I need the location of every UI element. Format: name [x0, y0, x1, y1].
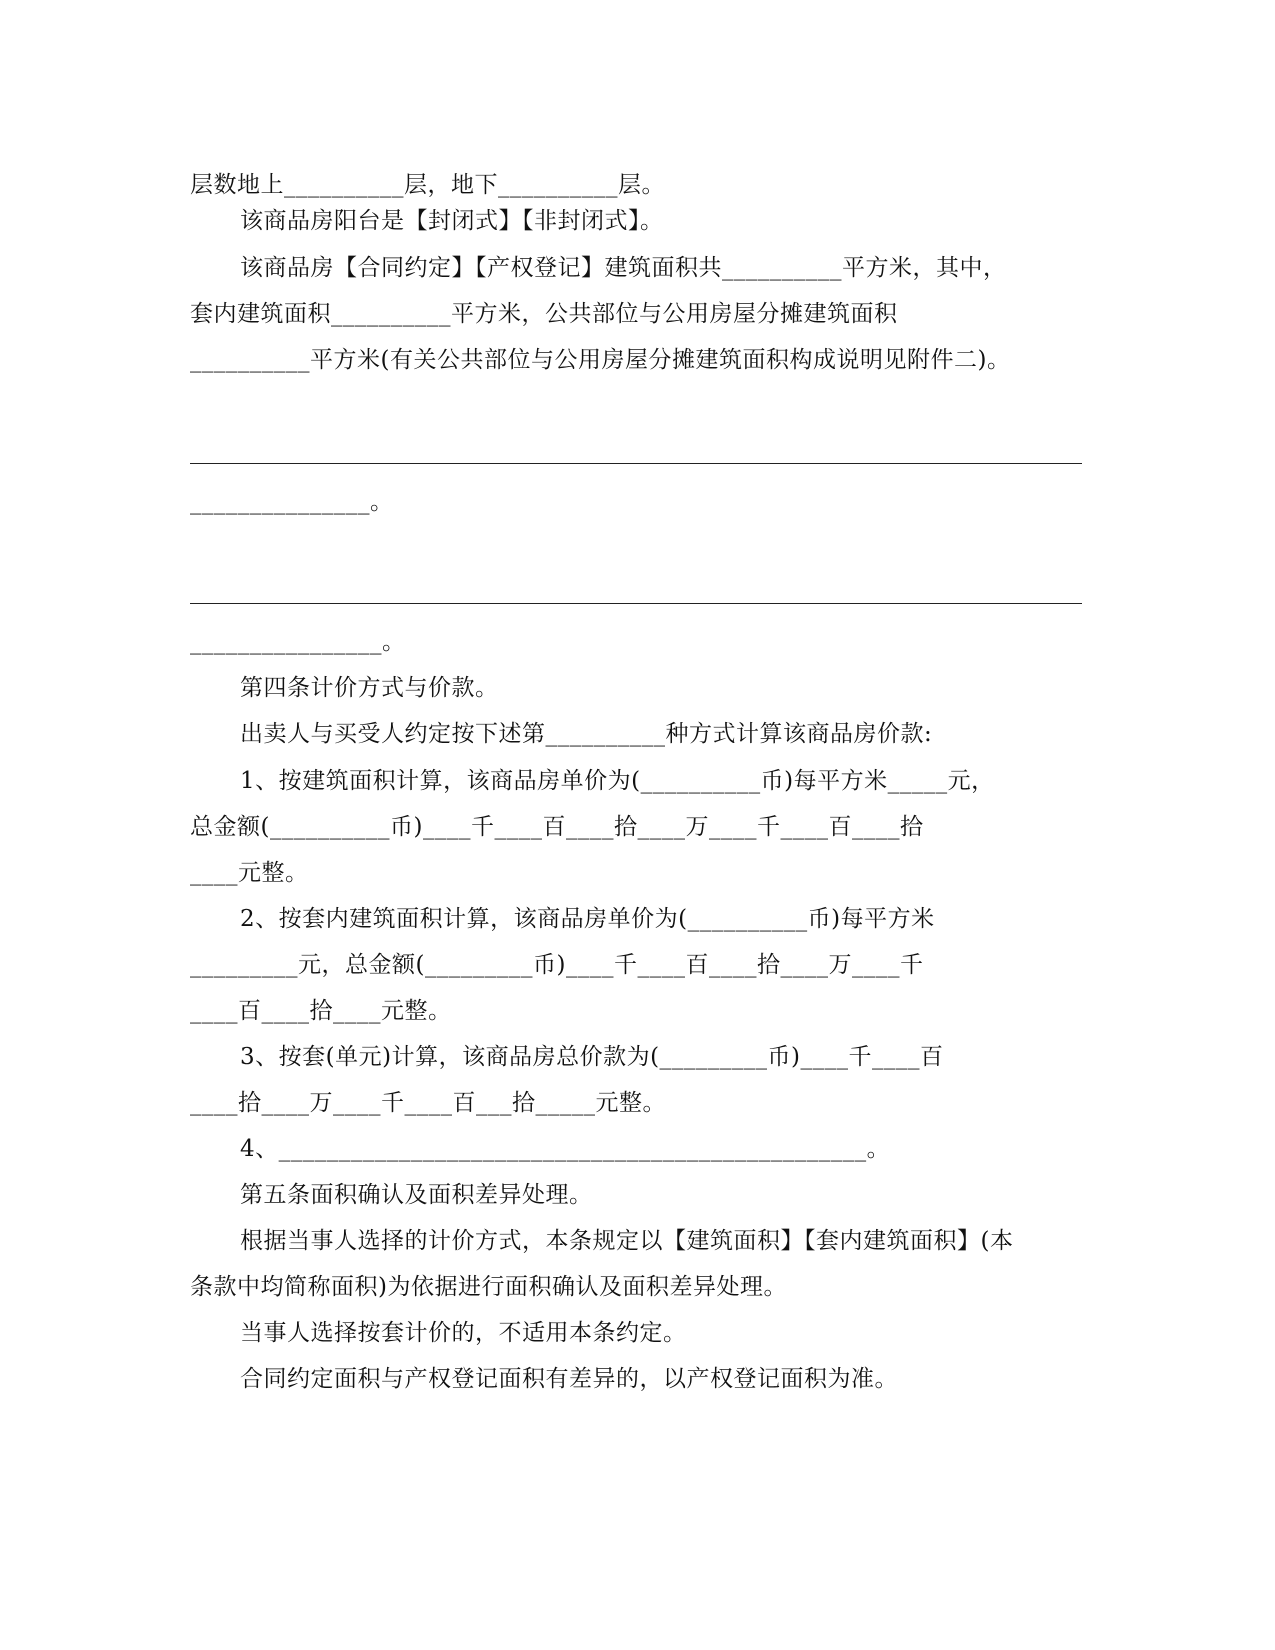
floors-line: 层数地上__________层，地下__________层。: [190, 172, 665, 198]
option-3-line-2: ____拾____万____千____百___拾_____元整。: [190, 1090, 666, 1116]
balcony-line: 该商品房阳台是【封闭式】【非封闭式】。: [240, 208, 664, 234]
option-2-line-3: ____百____拾____元整。: [190, 998, 452, 1024]
option-1-line-2: 总金额(__________币)____千____百____拾____万____千____百____拾: [190, 814, 924, 840]
area-line-1: 该商品房【合同约定】【产权登记】建筑面积共__________平方米，其中，: [240, 255, 1007, 281]
option-3-line-1: 3、按套(单元)计算，该商品房总价款为(_________币)____千____百: [240, 1044, 944, 1070]
article-5-line-4: 合同约定面积与产权登记面积有差异的，以产权登记面积为准。: [240, 1366, 898, 1392]
article-5-line-2: 条款中均简称面积)为依据进行面积确认及面积差异处理。: [190, 1274, 787, 1300]
area-line-2: 套内建筑面积__________平方米，公共部位与公用房屋分摊建筑面积: [190, 301, 898, 327]
blank-line-2-end: ________________。: [190, 629, 406, 655]
article-5-line-3: 当事人选择按套计价的，不适用本条约定。: [240, 1320, 687, 1346]
blank-rule-2: [190, 603, 1082, 604]
option-2-line-2: _________元，总金额(_________币)____千____百____拾____万____千: [190, 952, 924, 978]
pricing-method-line: 出卖人与买受人约定按下述第__________种方式计算该商品房价款:: [240, 721, 933, 747]
article-5-heading: 第五条面积确认及面积差异处理。: [240, 1182, 593, 1208]
blank-rule-1: [190, 463, 1082, 464]
option-1-line-1: 1、按建筑面积计算，该商品房单价为(__________币)每平方米_____元，: [240, 768, 995, 794]
option-4-line: 4、_________________________________________________。: [240, 1136, 891, 1162]
option-2-line-1: 2、按套内建筑面积计算，该商品房单价为(__________币)每平方米: [240, 906, 935, 932]
article-5-line-1: 根据当事人选择的计价方式，本条规定以【建筑面积】【套内建筑面积】(本: [240, 1228, 1014, 1254]
area-line-3: __________平方米(有关公共部位与公用房屋分摊建筑面积构成说明见附件二)。: [190, 347, 1011, 373]
blank-line-1-end: _______________。: [190, 489, 394, 515]
option-1-line-3: ____元整。: [190, 860, 309, 886]
article-4-heading: 第四条计价方式与价款。: [240, 675, 499, 701]
